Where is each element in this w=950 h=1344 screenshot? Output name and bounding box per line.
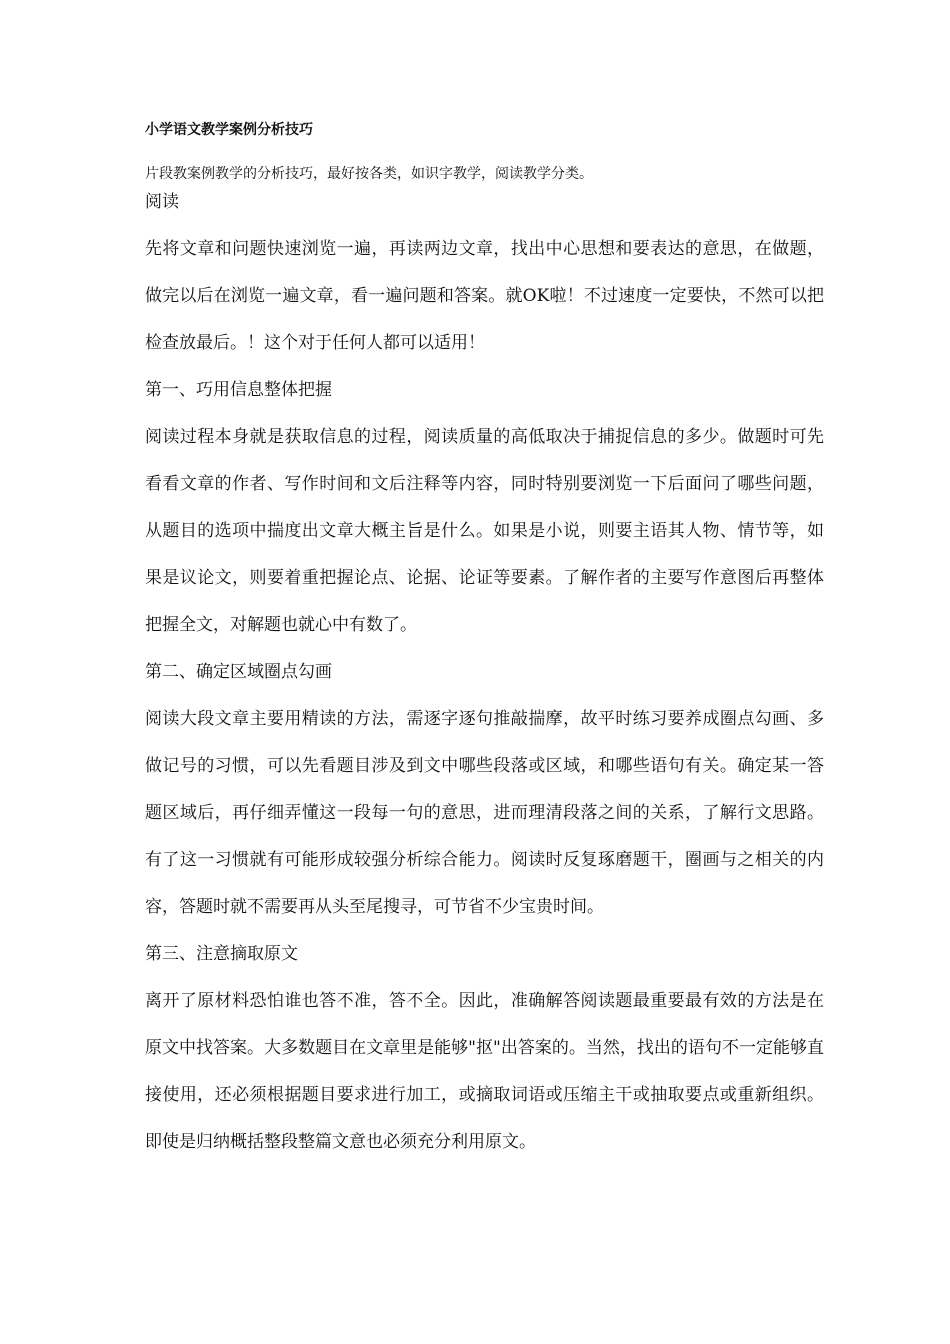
heading-third: 第三、注意摘取原文 xyxy=(145,944,298,964)
document-title: 小学语文教学案例分析技巧 xyxy=(145,122,313,138)
paragraph-third: 离开了原材料恐怕谁也答不准，答不全。因此，准确解答阅读题最重要最有效的方法是在原文中找答案。大多数题目在文章里是能够"抠"出答案的。当然，找出的语句不一定能够直接使用，还必须根据题目要求进行加工，或摘取词语或压缩主干或抽取要点或重新组织。即使是归纳概括整段整篇文意也必须充分利用原文。 xyxy=(145,991,824,1152)
paragraph-first: 阅读过程本身就是获取信息的过程，阅读质量的高低取决于捕捉信息的多少。做题时可先看看文章的作者、写作时间和文后注释等内容，同时特别要浏览一下后面问了哪些问题，从题目的选项中揣度出文章大概主旨是什么。如果是小说，则要主语其人物、情节等，如果是议论文，则要着重把握论点、论据、论证等要素。了解作者的主要写作意图后再整体把握全文，对解题也就心中有数了。 xyxy=(145,427,824,635)
heading-second: 第二、确定区域圈点勾画 xyxy=(145,662,332,682)
intro-text: 片段教案例教学的分析技巧，最好按各类，如识字教学，阅读教学分类。 xyxy=(145,166,593,182)
section-label-reading: 阅读 xyxy=(145,192,179,212)
paragraph-second: 阅读大段文章主要用精读的方法，需逐字逐句推敲揣摩，故平时练习要养成圈点勾画、多做记号的习惯，可以先看题目涉及到文中哪些段落或区域，和哪些语句有关。确定某一答题区域后，再仔细弄懂这一段每一句的意思，进而理清段落之间的关系，了解行文思路。有了这一习惯就有可能形成较强分析综合能力。阅读时反复琢磨题干，圈画与之相关的内容，答题时就不需要再从头至尾搜寻，可节省不少宝贵时间。 xyxy=(145,709,824,917)
heading-first: 第一、巧用信息整体把握 xyxy=(145,380,332,400)
paragraph-overview: 先将文章和问题快速浏览一遍，再读两边文章，找出中心思想和要表达的意思，在做题，做完以后在浏览一遍文章，看一遍问题和答案。就OK啦！不过速度一定要快，不然可以把检查放最后。！这个对于任何人都可以适用！ xyxy=(145,239,824,353)
